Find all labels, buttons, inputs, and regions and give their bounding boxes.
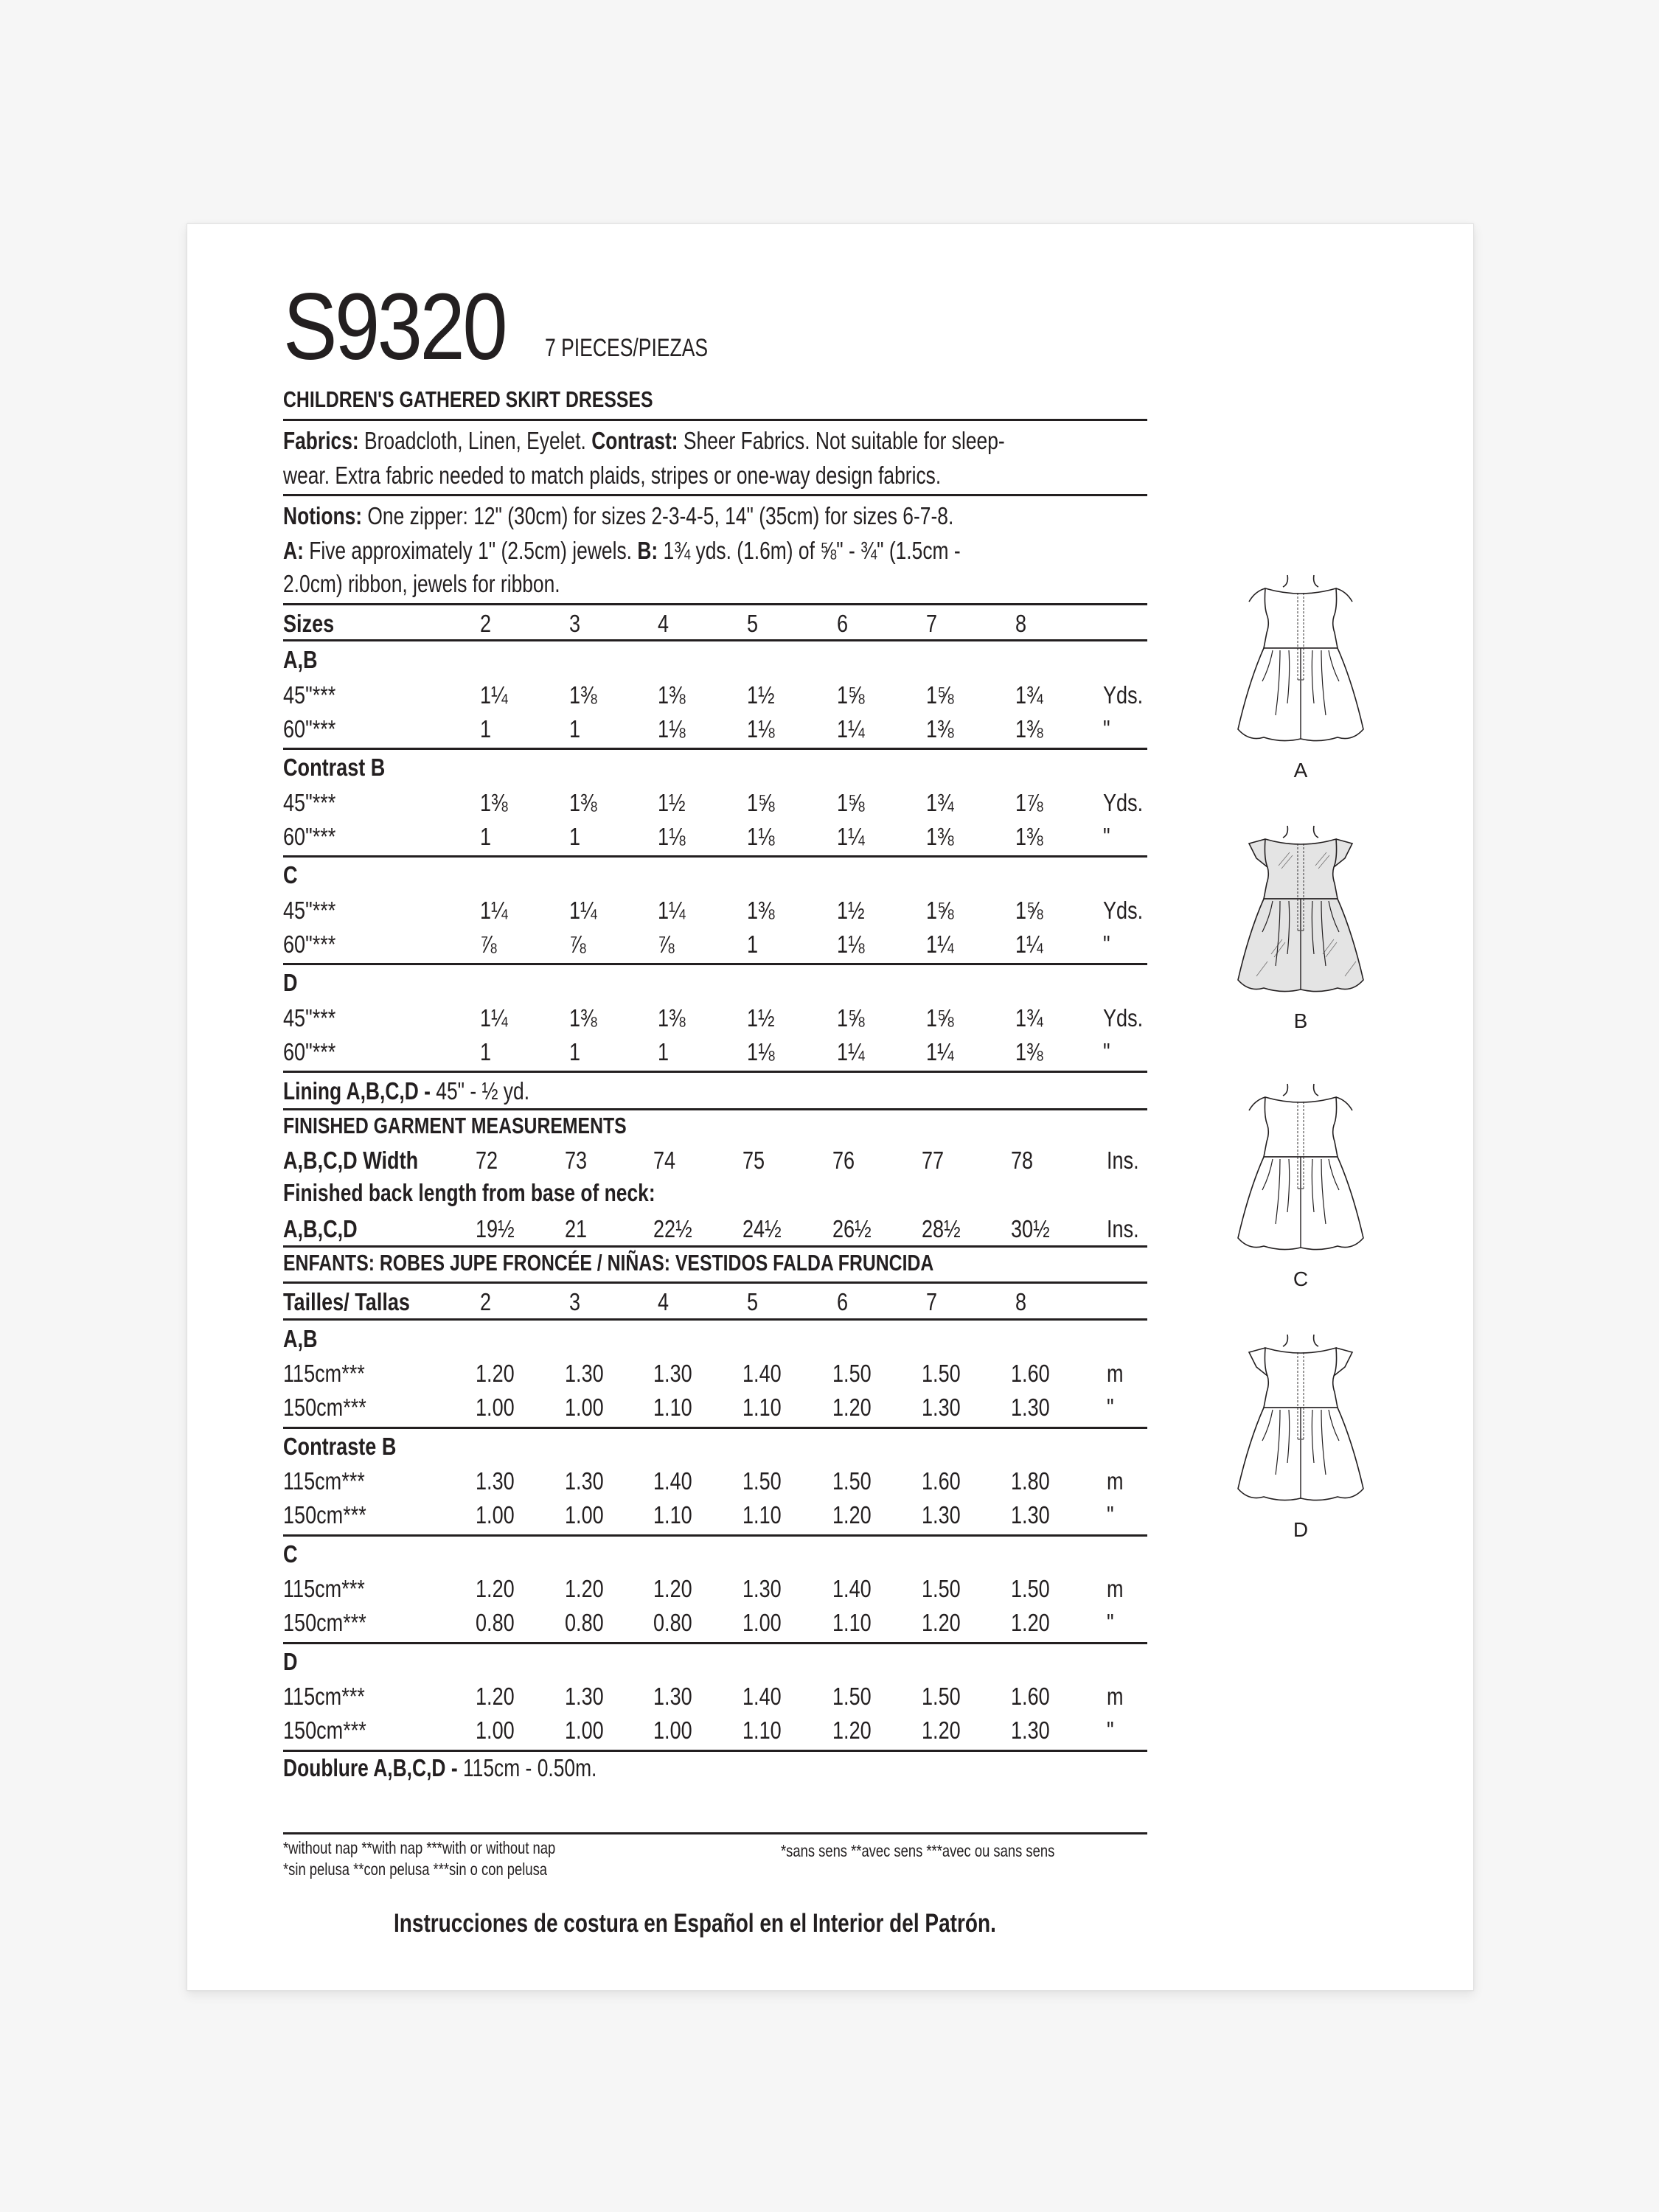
table-row	[283, 1212, 1147, 1246]
cell-size-4: 1.40	[653, 1467, 692, 1495]
cell-size-7: 1⅜	[926, 715, 954, 742]
unit-label: "	[1107, 1501, 1114, 1528]
notions-text: One zipper: 12" (30cm) for sizes 2-3-4-5, 14" (35cm) for sizes 6-7-8.	[362, 502, 954, 529]
cell-size-4: 1	[658, 1038, 669, 1065]
unit-label: "	[1103, 715, 1110, 742]
unit-label: m	[1107, 1360, 1124, 1387]
cell-size-6: 1⅝	[837, 789, 865, 816]
table-row	[283, 966, 1147, 1000]
view-label: A	[1293, 759, 1308, 782]
row-label: 60"***	[283, 1038, 336, 1065]
cell-size-8: 30½	[1011, 1215, 1050, 1242]
cell-size-5: 24½	[742, 1215, 782, 1242]
cell-size-8: 1⅜	[1015, 1038, 1043, 1065]
row-label: 45"***	[283, 681, 336, 709]
cell-size-6: 1⅝	[837, 681, 865, 709]
cell-size-5: 1⅝	[747, 789, 775, 816]
cell-size-3: 1	[569, 1038, 581, 1065]
row-label: D	[283, 1648, 298, 1675]
cell-size-5: 1.40	[742, 1360, 782, 1387]
cell-size-8: 1.20	[1011, 1609, 1050, 1636]
divider	[283, 1281, 1147, 1284]
cell-size-6: 76	[832, 1147, 855, 1174]
divider	[283, 1427, 1147, 1429]
cell-size-8: 1.60	[1011, 1683, 1050, 1710]
unit-label: m	[1107, 1683, 1124, 1710]
dress-icon	[1168, 1330, 1433, 1507]
cell-size-4: 1.10	[653, 1394, 692, 1421]
cell-size-3: 1.00	[565, 1717, 604, 1744]
table-row	[283, 1606, 1147, 1640]
table-row	[283, 820, 1147, 854]
cell-size-4: 1.30	[653, 1360, 692, 1387]
cell-size-5: 1⅜	[747, 897, 775, 924]
view-d-illustration	[1168, 1330, 1433, 1541]
cell-size-2: 1.00	[476, 1394, 515, 1421]
view-a-illustration	[1168, 571, 1433, 782]
divider	[283, 963, 1147, 965]
cell-size-6: 1¼	[837, 715, 865, 742]
table-row	[283, 1680, 1147, 1714]
view-b-illustration	[1168, 821, 1433, 1032]
pattern-title: CHILDREN'S GATHERED SKIRT DRESSES	[283, 386, 653, 412]
piece-count: 7 PIECES/PIEZAS	[545, 334, 709, 362]
row-label: A,B,C,D Width	[283, 1147, 419, 1174]
row-label: 45"***	[283, 789, 336, 816]
cell-size-2: ⅞	[480, 931, 497, 958]
table-row	[283, 1714, 1147, 1747]
table-row	[283, 607, 1147, 641]
view-a-notions-label: A:	[283, 537, 304, 564]
unit-label: "	[1103, 1038, 1110, 1065]
row-label: 150cm***	[283, 1609, 366, 1636]
cell-size-8: 1.50	[1011, 1575, 1050, 1602]
cell-size-7: 1⅝	[926, 897, 954, 924]
cell-size-4: 22½	[653, 1215, 692, 1242]
cell-size-7: 1¼	[926, 931, 954, 958]
cell-size-2: 1¼	[480, 1004, 508, 1032]
cell-size-8: 1.60	[1011, 1360, 1050, 1387]
cell-size-4: 1.00	[653, 1717, 692, 1744]
table-row	[283, 858, 1147, 892]
divider	[283, 1071, 1147, 1073]
row-label: 115cm***	[283, 1467, 365, 1495]
cell-size-7: 1.50	[922, 1575, 961, 1602]
row-label: 150cm***	[283, 1717, 366, 1744]
cell-size-3: 1.20	[565, 1575, 604, 1602]
cell-size-8: 1⅞	[1015, 789, 1043, 816]
footnote-french: *sans sens **avec sens ***avec ou sans sens	[781, 1841, 1055, 1860]
cell-size-6: 1.20	[832, 1717, 872, 1744]
cell-size-5: 1⅛	[747, 1038, 775, 1065]
cell-size-3: 1	[569, 715, 581, 742]
cell-size-4: 1.30	[653, 1683, 692, 1710]
divider	[283, 1832, 1147, 1834]
cell-size-7: 1.20	[922, 1609, 961, 1636]
table-row	[283, 643, 1147, 677]
cell-size-5: 5	[747, 610, 759, 637]
cell-size-5: 1.00	[742, 1609, 782, 1636]
cell-size-6: 1.40	[832, 1575, 872, 1602]
cell-size-3: ⅞	[569, 931, 586, 958]
doublure-row	[283, 1750, 597, 1785]
cell-size-3: 1⅜	[569, 681, 597, 709]
cell-size-2: 1¼	[480, 681, 508, 709]
cell-size-7: 1⅜	[926, 823, 954, 850]
cell-size-2: 1	[480, 1038, 492, 1065]
cell-size-4: 1½	[658, 789, 686, 816]
cell-size-5: 5	[747, 1288, 759, 1315]
cell-size-8: 78	[1011, 1147, 1034, 1174]
table-row	[283, 1498, 1147, 1532]
cell-size-7: 1⅝	[926, 681, 954, 709]
cell-size-8: 1¼	[1015, 931, 1043, 958]
view-label: B	[1293, 1009, 1308, 1032]
footnote-english: *without nap **with nap ***with or without nap	[283, 1838, 556, 1857]
row-label: 45"***	[283, 1004, 336, 1032]
cell-size-3: 1.30	[565, 1467, 604, 1495]
cell-size-3: 1¼	[569, 897, 597, 924]
cell-size-5: 75	[742, 1147, 765, 1174]
divider	[283, 855, 1147, 858]
cell-size-8: 1¾	[1015, 681, 1043, 709]
view-a-notions-text: Five approximately 1" (2.5cm) jewels.	[303, 537, 638, 564]
cell-size-3: 0.80	[565, 1609, 604, 1636]
cell-size-8: 1.30	[1011, 1717, 1050, 1744]
view-b-notions-label: B:	[637, 537, 658, 564]
cell-size-6: 6	[837, 1288, 849, 1315]
row-label: 60"***	[283, 823, 336, 850]
unit-label: m	[1107, 1467, 1124, 1495]
doublure-row-value: 115cm - 0.50m.	[457, 1754, 597, 1781]
divider	[283, 1642, 1147, 1644]
cell-size-3: 1⅜	[569, 789, 597, 816]
row-label: 115cm***	[283, 1575, 365, 1602]
dress-icon	[1168, 571, 1433, 748]
table-row	[283, 1001, 1147, 1035]
back-length-label: Finished back length from base of neck:	[283, 1179, 655, 1206]
cell-size-3: 3	[569, 1288, 581, 1315]
cell-size-7: 77	[922, 1147, 945, 1174]
cell-size-6: 26½	[832, 1215, 872, 1242]
row-label: A,B	[283, 1325, 318, 1352]
cell-size-5: 1.10	[742, 1394, 782, 1421]
unit-label: Yds.	[1103, 789, 1144, 816]
row-label: 150cm***	[283, 1501, 366, 1528]
cell-size-4: 1.20	[653, 1575, 692, 1602]
view-label: D	[1293, 1518, 1309, 1541]
cell-size-2: 72	[476, 1147, 498, 1174]
fabrics-text: Broadcloth, Linen, Eyelet.	[358, 427, 592, 454]
divider	[283, 748, 1147, 750]
cell-size-6: 1⅛	[837, 931, 865, 958]
view-c-illustration	[1168, 1079, 1433, 1290]
cell-size-5: 1.30	[742, 1575, 782, 1602]
table-row	[283, 751, 1147, 785]
pattern-number: S9320	[283, 274, 506, 380]
cell-size-7: 1¼	[926, 1038, 954, 1065]
divider	[283, 639, 1147, 641]
table-row	[283, 678, 1147, 712]
dress-icon	[1168, 821, 1433, 998]
cell-size-7: 7	[926, 610, 938, 637]
fabrics-line-1	[283, 423, 1005, 458]
cell-size-8: 1.30	[1011, 1394, 1050, 1421]
cell-size-7: 1.50	[922, 1683, 961, 1710]
table-row	[283, 786, 1147, 820]
row-label: Tailles/ Tallas	[283, 1288, 410, 1315]
unit-label: m	[1107, 1575, 1124, 1602]
cell-size-8: 1.80	[1011, 1467, 1050, 1495]
cell-size-6: 1.50	[832, 1683, 872, 1710]
table-row	[283, 1144, 1147, 1178]
doublure-row-label: Doublure A,B,C,D -	[283, 1754, 458, 1781]
cell-size-4: 4	[658, 1288, 669, 1315]
cell-size-7: 1.30	[922, 1501, 961, 1528]
divider	[283, 1318, 1147, 1321]
cell-size-2: 1	[480, 715, 492, 742]
fabrics-line-2: wear. Extra fabric needed to match plaids, stripes or one-way design fabrics.	[283, 462, 942, 489]
cell-size-7: 1.60	[922, 1467, 961, 1495]
cell-size-3: 1.30	[565, 1683, 604, 1710]
table-row	[283, 1464, 1147, 1498]
cell-size-8: 8	[1015, 1288, 1027, 1315]
cell-size-3: 1.00	[565, 1394, 604, 1421]
row-label: D	[283, 969, 298, 996]
row-label: 150cm***	[283, 1394, 366, 1421]
cell-size-7: 7	[926, 1288, 938, 1315]
cell-size-8: 1⅜	[1015, 823, 1043, 850]
row-label: Contrast B	[283, 754, 386, 781]
cell-size-8: 1¾	[1015, 1004, 1043, 1032]
unit-label: Yds.	[1103, 1004, 1144, 1032]
divider	[283, 494, 1147, 496]
contrast-label: Contrast:	[591, 427, 678, 454]
cell-size-7: 1.20	[922, 1717, 961, 1744]
row-label: A,B	[283, 646, 318, 673]
cell-size-7: 1⅝	[926, 1004, 954, 1032]
cell-size-3: 1.00	[565, 1501, 604, 1528]
cell-size-5: 1.10	[742, 1717, 782, 1744]
table-row	[283, 1357, 1147, 1391]
cell-size-4: 1⅛	[658, 823, 686, 850]
cell-size-7: 1.30	[922, 1394, 961, 1421]
unit-label: "	[1107, 1609, 1114, 1636]
row-label: C	[283, 861, 298, 888]
notions-line-1	[283, 498, 953, 533]
cell-size-7: 28½	[922, 1215, 961, 1242]
cell-size-8: 1⅝	[1015, 897, 1043, 924]
cell-size-3: 3	[569, 610, 581, 637]
cell-size-2: 1⅜	[480, 789, 508, 816]
table-row	[283, 928, 1147, 961]
notions-line-2	[283, 533, 961, 568]
cell-size-4: 1⅜	[658, 681, 686, 709]
fabrics-label: Fabrics:	[283, 427, 359, 454]
row-label: 60"***	[283, 715, 336, 742]
metric-section-title: ENFANTS: ROBES JUPE FRONCÉE / NIÑAS: VESTIDOS FALDA FRUNCIDA	[283, 1250, 934, 1276]
cell-size-7: 1¾	[926, 789, 954, 816]
cell-size-5: 1.10	[742, 1501, 782, 1528]
cell-size-3: 1	[569, 823, 581, 850]
row-label: Sizes	[283, 610, 335, 637]
row-label: Contraste B	[283, 1433, 397, 1460]
notions-label: Notions:	[283, 502, 363, 529]
cell-size-3: 21	[565, 1215, 588, 1242]
cell-size-6: 1⅝	[837, 1004, 865, 1032]
cell-size-2: 1.20	[476, 1575, 515, 1602]
cell-size-2: 1.00	[476, 1717, 515, 1744]
cell-size-2: 0.80	[476, 1609, 515, 1636]
lining-row-label: Lining A,B,C,D -	[283, 1077, 431, 1105]
lining-row	[283, 1074, 529, 1108]
cell-size-6: 1.10	[832, 1609, 872, 1636]
contrast-text: Sheer Fabrics. Not suitable for sleep-	[678, 427, 1005, 454]
table-row	[283, 1572, 1147, 1606]
footnote-spanish: *sin pelusa **con pelusa ***sin o con pelusa	[283, 1860, 548, 1879]
cell-size-7: 1.50	[922, 1360, 961, 1387]
cell-size-2: 2	[480, 1288, 492, 1315]
cell-size-5: 1½	[747, 1004, 775, 1032]
table-row	[283, 894, 1147, 928]
divider	[283, 419, 1147, 421]
cell-size-5: 1½	[747, 681, 775, 709]
cell-size-2: 2	[480, 610, 492, 637]
cell-size-2: 1.30	[476, 1467, 515, 1495]
row-label: 115cm***	[283, 1683, 365, 1710]
table-row	[283, 1430, 1147, 1464]
cell-size-6: 6	[837, 610, 849, 637]
cell-size-4: ⅞	[658, 931, 675, 958]
cell-size-2: 1	[480, 823, 492, 850]
cell-size-5: 1.50	[742, 1467, 782, 1495]
table-row	[283, 1322, 1147, 1356]
row-label: C	[283, 1540, 298, 1568]
cell-size-4: 4	[658, 610, 669, 637]
table-row	[283, 1537, 1147, 1571]
cell-size-6: 1¼	[837, 1038, 865, 1065]
table-row	[283, 1391, 1147, 1425]
cell-size-4: 1⅜	[658, 1004, 686, 1032]
cell-size-6: 1.50	[832, 1467, 872, 1495]
unit-label: Yds.	[1103, 681, 1144, 709]
cell-size-8: 1⅜	[1015, 715, 1043, 742]
cell-size-3: 1⅜	[569, 1004, 597, 1032]
finished-measurements-title: FINISHED GARMENT MEASUREMENTS	[283, 1113, 627, 1138]
cell-size-2: 19½	[476, 1215, 515, 1242]
cell-size-8: 1.30	[1011, 1501, 1050, 1528]
unit-label: "	[1103, 931, 1110, 958]
table-row	[283, 1285, 1147, 1319]
cell-size-6: 1½	[837, 897, 865, 924]
cell-size-5: 1⅛	[747, 823, 775, 850]
cell-size-8: 8	[1015, 610, 1027, 637]
unit-label: "	[1107, 1394, 1114, 1421]
view-b-notions-text: 1¾ yds. (1.6m) of ⅝" - ¾" (1.5cm -	[658, 537, 961, 564]
cell-size-2: 1¼	[480, 897, 508, 924]
cell-size-3: 1.30	[565, 1360, 604, 1387]
dress-icon	[1168, 1079, 1433, 1256]
cell-size-2: 1.00	[476, 1501, 515, 1528]
view-label: C	[1293, 1267, 1309, 1290]
cell-size-4: 1¼	[658, 897, 686, 924]
unit-label: "	[1107, 1717, 1114, 1744]
cell-size-5: 1.40	[742, 1683, 782, 1710]
cell-size-2: 1.20	[476, 1360, 515, 1387]
lining-row-value: 45" - ½ yd.	[430, 1077, 530, 1105]
unit-label: Ins.	[1107, 1147, 1139, 1174]
row-label: 45"***	[283, 897, 336, 924]
cell-size-4: 0.80	[653, 1609, 692, 1636]
row-label: 60"***	[283, 931, 336, 958]
cell-size-6: 1.20	[832, 1394, 872, 1421]
table-row	[283, 1035, 1147, 1069]
table-row	[283, 1645, 1147, 1679]
cell-size-5: 1	[747, 931, 759, 958]
table-row	[283, 712, 1147, 746]
unit-label: Yds.	[1103, 897, 1144, 924]
row-label: 115cm***	[283, 1360, 365, 1387]
spanish-instructions-note: Instrucciones de costura en Español en el Interior del Patrón.	[394, 1909, 996, 1938]
cell-size-4: 1⅛	[658, 715, 686, 742]
cell-size-2: 1.20	[476, 1683, 515, 1710]
unit-label: "	[1103, 823, 1110, 850]
cell-size-5: 1⅛	[747, 715, 775, 742]
unit-label: Ins.	[1107, 1215, 1139, 1242]
cell-size-6: 1.50	[832, 1360, 872, 1387]
notions-line-3: 2.0cm) ribbon, jewels for ribbon.	[283, 570, 560, 597]
cell-size-6: 1¼	[837, 823, 865, 850]
pattern-envelope-back	[187, 223, 1474, 1991]
cell-size-4: 1.10	[653, 1501, 692, 1528]
divider	[283, 1534, 1147, 1537]
divider	[283, 603, 1147, 605]
cell-size-6: 1.20	[832, 1501, 872, 1528]
row-label: A,B,C,D	[283, 1215, 358, 1242]
cell-size-3: 73	[565, 1147, 588, 1174]
cell-size-4: 74	[653, 1147, 676, 1174]
